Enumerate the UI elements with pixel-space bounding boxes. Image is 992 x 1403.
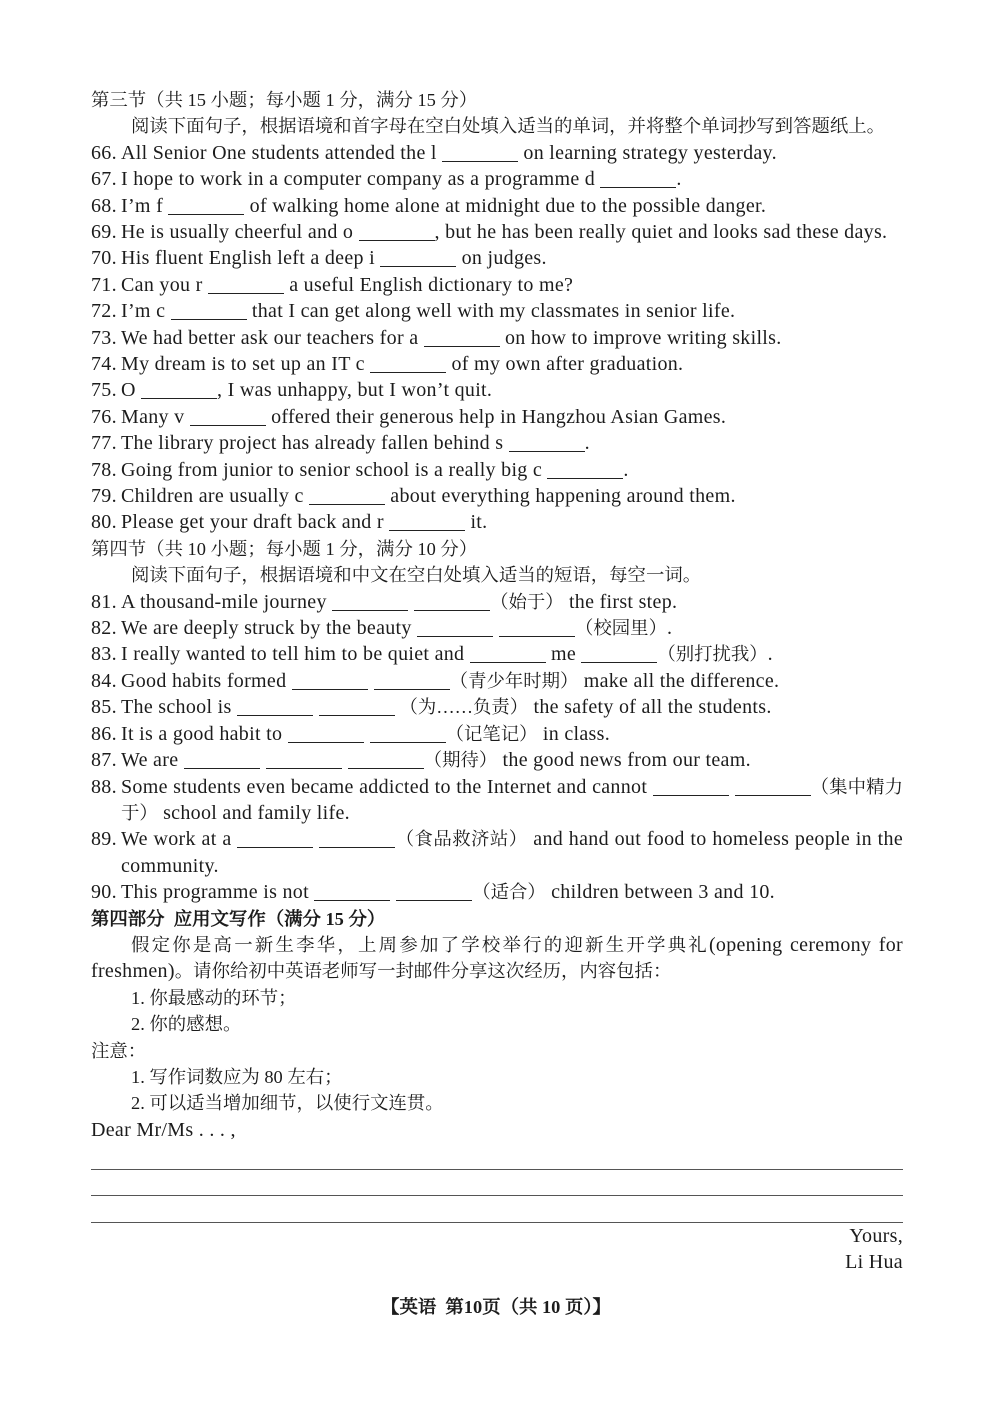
- question-text: This programme is not: [121, 881, 315, 904]
- question-item: [91, 404, 903, 430]
- question-number: 87.: [91, 749, 117, 772]
- question-number: 82.: [91, 617, 117, 640]
- question-item: [91, 694, 903, 720]
- question-text: His fluent English left a deep i: [121, 247, 381, 270]
- question-item: [91, 589, 903, 615]
- answer-blank: [380, 252, 456, 267]
- question-item: [91, 457, 903, 483]
- answer-blank: [314, 886, 390, 901]
- question-number: 83.: [91, 643, 117, 666]
- exam-content: [91, 87, 903, 1320]
- question-text: We had better ask our teachers for a: [121, 326, 424, 349]
- chinese-hint: （食品救济站）: [395, 829, 528, 850]
- writing-prompt-text: 。请你给初中英语老师写一封邮件分享这次经历，内容包括：: [174, 961, 672, 982]
- question-item: [91, 219, 903, 245]
- answer-blank: [168, 200, 244, 215]
- question-item: [91, 193, 903, 219]
- answer-blank: [359, 226, 435, 241]
- answer-blank: [332, 596, 408, 611]
- answer-blank: [653, 781, 729, 796]
- question-number: 75.: [91, 379, 117, 402]
- question-number: 81.: [91, 590, 117, 613]
- question-item: [91, 826, 903, 879]
- question-text: I’m c: [121, 300, 171, 323]
- answer-blank: [288, 728, 364, 743]
- section-3-instruction: 阅读下面句子，根据语境和首字母在空白处填入适当的单词，并将整个单词抄写到答题纸上。: [131, 116, 886, 137]
- question-item: [91, 774, 903, 827]
- section-4-questions: [91, 589, 903, 906]
- chinese-hint: （别打扰我）: [657, 644, 768, 665]
- question-text: Can you r: [121, 273, 208, 296]
- question-text: A thousand-mile journey: [121, 590, 333, 613]
- section-3-questions: [91, 140, 903, 536]
- answer-blank: [370, 728, 446, 743]
- question-text: the safety of all the students.: [528, 696, 772, 719]
- question-item: [91, 483, 903, 509]
- question-number: 66.: [91, 141, 117, 164]
- chinese-hint: （集中精力于）: [121, 776, 903, 823]
- writing-prompt-term: (opening ceremony for freshmen): [91, 933, 903, 983]
- question-text: He is usually cheerful and o: [121, 221, 359, 243]
- question-text: .: [676, 168, 682, 191]
- question-text: on judges.: [456, 247, 547, 270]
- question-text: The school is: [121, 696, 237, 719]
- chinese-hint: （校园里）: [575, 618, 667, 639]
- question-text: the first step.: [563, 590, 678, 613]
- question-number: 72.: [91, 300, 117, 323]
- chinese-hint: （为……负责）: [394, 697, 529, 718]
- answer-blank: [292, 675, 368, 690]
- question-item: [91, 272, 903, 298]
- question-text: My dream is to set up an IT c: [121, 353, 371, 376]
- section-4-title: 第四节（共 10 小题；每小题 1 分，满分 10 分）: [91, 538, 478, 559]
- question-item: [91, 298, 903, 324]
- writing-line: [91, 1143, 903, 1170]
- part-4-title: 第四部分 应用文写作（满分 15 分）: [91, 908, 386, 929]
- question-number: 68.: [91, 194, 117, 217]
- question-text: school and family life.: [157, 801, 350, 824]
- answer-blank: [389, 516, 465, 531]
- question-item: [91, 245, 903, 271]
- question-number: 76.: [91, 405, 117, 428]
- page-footer: 【英语 第10页（共 10 页）】: [381, 1296, 611, 1317]
- question-number: 67.: [91, 168, 117, 191]
- question-text: about everything happening around them.: [384, 485, 736, 508]
- question-number: 89.: [91, 828, 117, 851]
- question-item: [91, 377, 903, 403]
- question-text: offered their generous help in Hangzhou Asian Games.: [265, 405, 727, 428]
- answer-blank: [370, 358, 446, 373]
- question-number: 80.: [91, 511, 117, 534]
- question-text: on learning strategy yesterday.: [518, 141, 777, 164]
- question-text: I’m f: [121, 194, 169, 217]
- chinese-hint: （青少年时期）: [449, 670, 579, 691]
- note-item: 2. 可以适当增加细节，以使行文连贯。: [131, 1093, 444, 1114]
- question-text: .: [623, 458, 629, 481]
- question-text: it.: [465, 511, 488, 534]
- question-item: [91, 641, 903, 667]
- question-text: Going from junior to senior school is a really big c: [121, 458, 548, 481]
- answer-blank: [171, 305, 247, 320]
- question-text: All Senior One students attended the l: [121, 141, 443, 164]
- answer-blank: [547, 464, 623, 479]
- question-text: Please get your draft back and r: [121, 511, 390, 534]
- section-3-title: 第三节（共 15 小题；每小题 1 分，满分 15 分）: [91, 90, 478, 110]
- content-point: 1. 你最感动的环节；: [131, 987, 297, 1008]
- answer-blank: [309, 490, 385, 505]
- answer-blank: [208, 279, 284, 294]
- question-text: , I was unhappy, but I won’t quit.: [217, 379, 493, 402]
- question-number: 86.: [91, 722, 117, 745]
- question-text: .: [584, 432, 590, 455]
- question-text: of walking home alone at midnight due to the possible danger.: [244, 194, 767, 217]
- question-item: [91, 166, 903, 192]
- question-number: 85.: [91, 696, 117, 719]
- answer-blank: [190, 411, 266, 426]
- question-text: We are deeply struck by the beauty: [121, 617, 417, 640]
- letter-closing: Yours,: [849, 1224, 903, 1247]
- writing-line: [91, 1196, 903, 1223]
- writing-line: [91, 1170, 903, 1197]
- question-number: 84.: [91, 669, 117, 692]
- chinese-hint: （期待）: [423, 750, 498, 771]
- question-text: of my own after graduation.: [446, 353, 684, 376]
- answer-blank: [237, 833, 313, 848]
- answer-blank: [424, 332, 500, 347]
- question-number: 90.: [91, 881, 117, 904]
- question-text: in class.: [537, 722, 610, 745]
- question-item: [91, 325, 903, 351]
- answer-blank: [581, 648, 657, 663]
- question-number: 71.: [91, 273, 117, 296]
- question-text: Some students even became addicted to the Internet and cannot: [121, 775, 653, 798]
- chinese-hint: （记笔记）: [445, 723, 538, 744]
- question-item: [91, 351, 903, 377]
- question-text: and hand out food to homeless people in the community.: [121, 828, 903, 877]
- question-text: that I can get along well with my classmates in senior life.: [246, 300, 736, 323]
- question-text: children between 3 and 10.: [545, 881, 775, 904]
- question-item: [91, 509, 903, 535]
- question-text: I really wanted to tell him to be quiet and: [121, 643, 470, 666]
- question-text: me: [545, 643, 582, 666]
- question-text: I hope to work in a computer company as a programme d: [121, 168, 601, 191]
- question-number: 70.: [91, 247, 117, 270]
- answer-blank: [470, 648, 546, 663]
- answer-blank: [509, 437, 585, 452]
- letter-signature: Li Hua: [845, 1251, 903, 1274]
- answer-blank: [499, 622, 575, 637]
- letter-greeting: Dear Mr/Ms . . . ,: [91, 1118, 236, 1141]
- answer-blank: [735, 781, 811, 796]
- question-text: We work at a: [121, 828, 238, 851]
- question-item: [91, 879, 903, 905]
- question-text: We are: [121, 749, 184, 772]
- question-item: [91, 747, 903, 773]
- answer-blank: [319, 701, 395, 716]
- answer-blank: [237, 701, 313, 716]
- question-item: [91, 430, 903, 456]
- question-item: [91, 721, 903, 747]
- answer-blank: [414, 596, 490, 611]
- note-item: 1. 写作词数应为 80 左右；: [131, 1066, 343, 1087]
- question-item: [91, 615, 903, 641]
- question-number: 77.: [91, 432, 117, 455]
- question-text: The library project has already fallen behind s: [121, 432, 509, 455]
- chinese-hint: （适合）: [472, 882, 546, 903]
- question-text: the good news from our team.: [497, 749, 751, 772]
- question-number: 69.: [91, 221, 117, 243]
- question-number: 88.: [91, 775, 117, 798]
- question-text: Many v: [121, 405, 190, 428]
- question-text: , but he has been really quiet and looks sad these days.: [434, 221, 888, 243]
- question-number: 79.: [91, 485, 117, 508]
- question-text: O: [121, 379, 142, 402]
- question-text: Children are usually c: [121, 485, 309, 508]
- content-point: 2. 你的感想。: [131, 1014, 242, 1035]
- question-text: It is a good habit to: [121, 722, 288, 745]
- answer-blank: [348, 754, 424, 769]
- question-text: .: [767, 643, 773, 666]
- question-number: 78.: [91, 458, 117, 481]
- answer-blank: [266, 754, 342, 769]
- question-text: on how to improve writing skills.: [499, 326, 782, 349]
- answer-blank: [141, 384, 217, 399]
- chinese-hint: （始于）: [490, 591, 564, 612]
- writing-prompt-text: 假定你是高一新生李华，上周参加了学校举行的迎新生开学典礼: [131, 934, 709, 955]
- answer-blank: [600, 173, 676, 188]
- answer-blank: [184, 754, 260, 769]
- question-text: make all the difference.: [578, 669, 780, 692]
- question-item: [91, 140, 903, 166]
- question-item: [91, 668, 903, 694]
- writing-prompt: [91, 932, 903, 985]
- question-number: 74.: [91, 353, 117, 376]
- question-text: Good habits formed: [121, 669, 292, 692]
- answer-blank: [374, 675, 450, 690]
- question-number: 73.: [91, 326, 117, 349]
- answer-blank: [319, 833, 395, 848]
- answer-blank: [442, 147, 518, 162]
- answer-blank: [417, 622, 493, 637]
- section-4-instruction: 阅读下面句子，根据语境和中文在空白处填入适当的短语，每空一词。: [131, 565, 702, 586]
- answer-blank: [396, 886, 472, 901]
- question-text: .: [666, 617, 673, 640]
- question-text: a useful English dictionary to me?: [283, 273, 574, 296]
- note-label: 注意：: [91, 1040, 147, 1061]
